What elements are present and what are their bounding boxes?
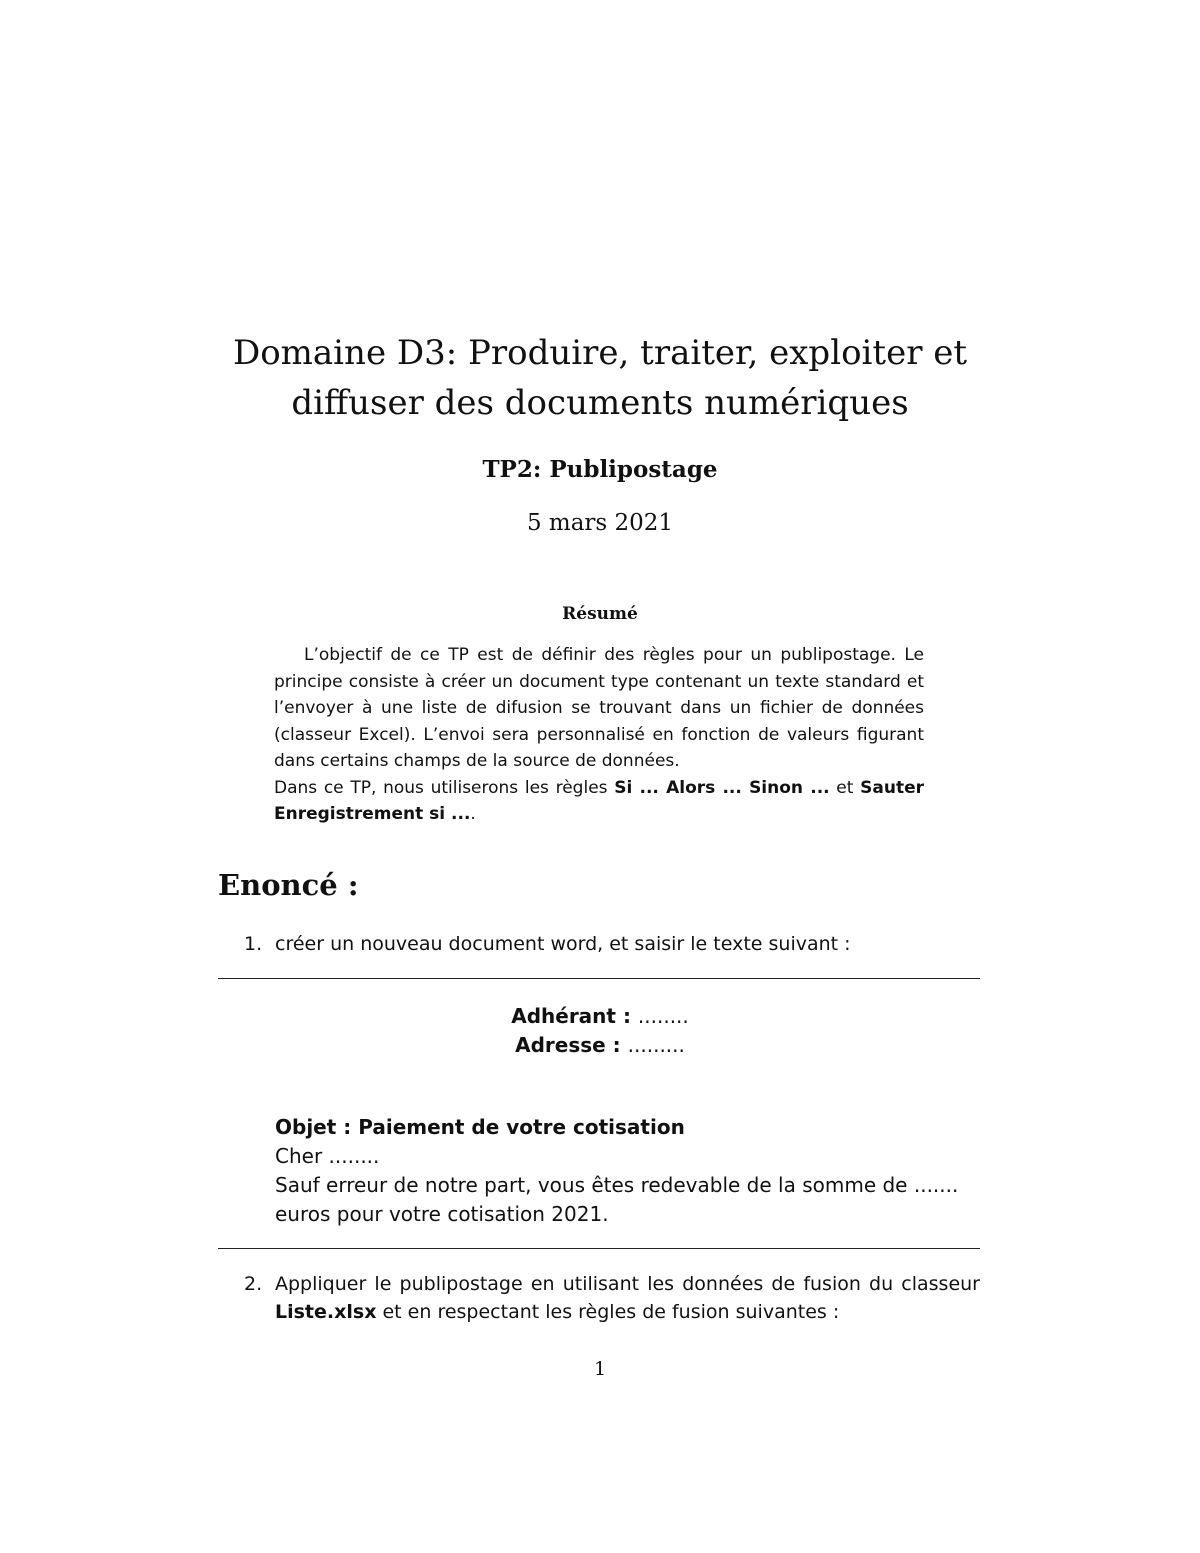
abstract-p2-mid: et — [829, 777, 861, 798]
adresse-line — [0, 1033, 1200, 1057]
list-item-number: 2. — [244, 1273, 263, 1295]
adresse-label: Adresse : — [515, 1033, 628, 1057]
letter-body — [275, 1113, 980, 1229]
divider-top — [218, 978, 980, 979]
document-subtitle: TP2: Publipostage — [482, 456, 718, 483]
filename-liste-xlsx: Liste.xlsx — [275, 1301, 377, 1323]
body-text: Sauf erreur de notre part, vous êtes redevable de la somme de — [275, 1173, 914, 1197]
letter-body-text — [275, 1171, 980, 1229]
adherent-placeholder: ........ — [637, 1004, 689, 1028]
body-end: euros pour votre cotisation 2021. — [275, 1202, 609, 1226]
divider-bottom — [218, 1248, 980, 1249]
page-number: 1 — [593, 1358, 607, 1380]
abstract-heading: Résumé — [562, 604, 638, 624]
abstract-p2-suffix: . — [470, 804, 476, 824]
list-item — [244, 1270, 980, 1326]
cher-placeholder: ........ — [328, 1144, 380, 1168]
rule-si-alors-sinon: Si ... Alors ... Sinon ... — [614, 777, 830, 798]
abstract-paragraph-1: L’objectif de ce TP est de définir des règles pour un publipostage. Le principe consiste à créer un document type contenant un texte standard et l’envoyer à une liste de difusion se trouvant dans un fichier de données (classeur Excel). L’envoi sera personnalisé en fonction de valeurs figurant dans certains champs de la source de données. — [274, 645, 924, 771]
abstract-paragraph-2 — [274, 775, 924, 828]
letter-objet: Objet : Paiement de votre cotisation — [275, 1115, 685, 1139]
letter-cher-line — [275, 1142, 980, 1171]
title-line-1: Domaine D3: Produire, traiter, exploiter et — [232, 333, 968, 373]
adherent-label: Adhérant : — [511, 1004, 638, 1028]
list-item — [244, 930, 980, 958]
list-item-text — [275, 1270, 980, 1326]
document-date: 5 mars 2021 — [526, 510, 674, 536]
list-item-text: créer un nouveau document word, et saisir le texte suivant : — [275, 933, 851, 955]
adherent-line — [0, 1004, 1200, 1028]
abstract-p2-prefix: Dans ce TP, nous utiliserons les règles — [274, 777, 615, 798]
title-line-2: diffuser des documents numériques — [291, 383, 909, 423]
item2-suffix: et en respectant les règles de fusion suivantes : — [376, 1301, 840, 1323]
amount-placeholder: ....... — [913, 1173, 959, 1197]
abstract-body — [274, 642, 924, 828]
adresse-placeholder: ......... — [627, 1033, 685, 1057]
list-item-number: 1. — [244, 933, 263, 955]
item2-prefix: Appliquer le publipostage en utilisant les données de fusion du classeur — [275, 1273, 980, 1295]
document-title — [0, 328, 1200, 428]
cher-label: Cher — [275, 1144, 329, 1168]
rule-sauter-enregistrement: Sauter Enregistrement si ... — [274, 777, 924, 824]
section-heading-enonce: Enoncé : — [218, 868, 359, 902]
